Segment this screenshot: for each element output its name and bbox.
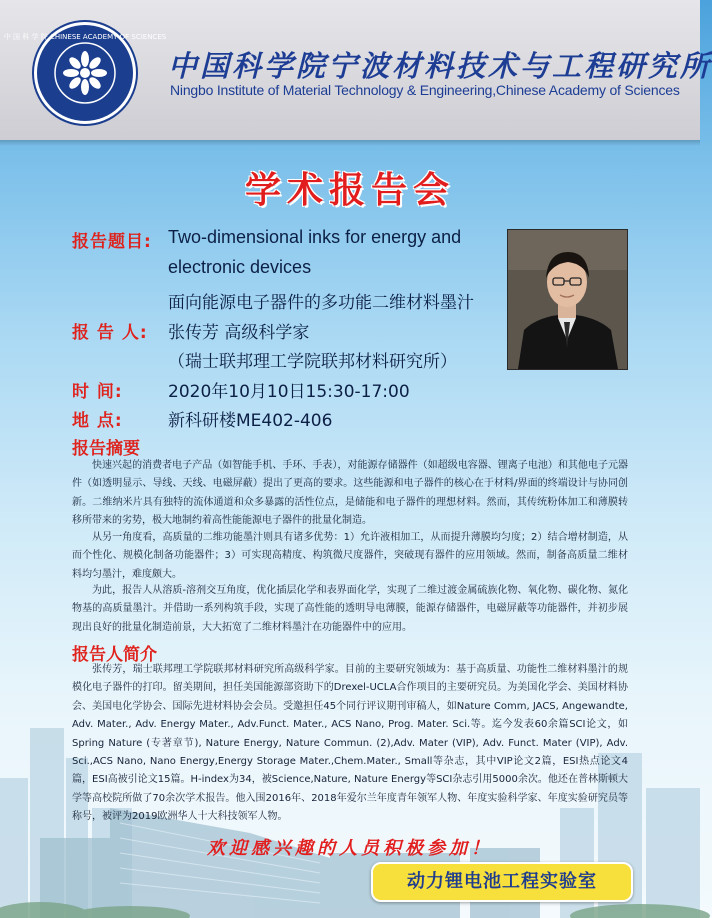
speaker-label: 报 告 人:	[72, 323, 148, 343]
time-value: 2020年10月10日15:30-17:00	[168, 382, 410, 402]
page-title: 学术报告会	[244, 169, 455, 211]
topic-en-line2: electronic devices	[168, 257, 312, 277]
speaker-photo	[507, 229, 628, 370]
header-banner	[0, 0, 712, 140]
place-value: 新科研楼ME402-406	[168, 411, 333, 431]
cas-emblem-icon	[3, 25, 167, 121]
cas-logo	[3, 22, 167, 124]
institute-name-en: Ningbo Institute of Material Technology & Engineering,Chinese Academy of Sciences	[170, 82, 680, 98]
place-label: 地 点:	[72, 411, 123, 431]
abstract-paragraph-2: 从另一角度看，高质量的二维功能墨汁则具有诸多优势：1）允许液相加工，从而提升薄膜均匀度；2）结合增材制造，从而个性化、规模化制备功能器件；3）可实现高精度、构筑微尺度器件，突破现有器件的应用领域。然而，制备高质量二维材料均匀墨汁，难度颇大。	[72, 532, 628, 580]
bio-paragraph: 张传芳，瑞士联邦理工学院联邦材料研究所高级科学家。目前的主要研究领域为：基于高质量、功能性二维材料墨汁的规模化电子器件的打印。留美期间，担任美国能源部资助下的Drexel-UCLA合作项目的主要研究员。为美国化学会、美国材料协会、美国电化学协会、国际先进材料协会会员。受邀担任45个同行评议期刊审稿人，如Nature Comm, JACS, Angewandte, Adv. Mater., Adv. Energy Mater., Adv.Funct. Mater., ACS Nano, Prog. Mater. Sci.等。迄今发表60余篇SCI论文，如Spring Nature (专著章节), Nature Energy, Nature Commun. (2),Adv. Mater (VIP), Adv. Funct. Mater (VIP), Adv. Sci.,ACS Nano, Nano Energy,Energy Storage Mater.,Chem.Mater., Small等杂志，其中VIP论文2篇，ESI热点论文4篇，ESI高被引论文15篇。H-index为34，被Science,Nature, Nature Energy等SCI杂志引用5000余次。他还在普林斯顿大学等高校院所做了70余次学术报告。他入围2016年、2018年爱尔兰年度青年领军人物、年度实验科学家、年度实验研究员等称号，被评为2019欧洲华人十大科技领军人物。	[72, 664, 628, 823]
header-shadow	[0, 140, 700, 146]
welcome-message: 欢迎感兴趣的人员积极参加！	[207, 838, 493, 859]
topic-en-line1: Two-dimensional inks for energy and	[168, 227, 462, 247]
topic-cn: 面向能源电子器件的多功能二维材料墨汁	[168, 293, 474, 313]
logo-text: 中 国 科 学 院 CHINESE ACADEMY OF SCIENCES	[3, 33, 167, 41]
abstract-paragraph-3: 为此，报告人从溶质-溶剂交互角度，优化插层化学和表界面化学，实现了二维过渡金属硫族化物、氧化物、碳化物、氮化物基的高质量墨汁。并借助一系列构筑手段，实现了高性能的透明导电薄膜，能源存储器件，电磁屏蔽等功能器件，并初步展现出良好的批量化制造前景，大大拓宽了二维材料墨汁在功能器件中的应用。	[72, 585, 628, 633]
speaker-name: 张传芳 高级科学家	[168, 323, 310, 343]
speaker-portrait-image	[508, 230, 627, 369]
bio-heading: 报告人简介	[72, 645, 157, 665]
lab-name-badge: 动力锂电池工程实验室	[371, 862, 633, 902]
topic-label: 报告题目:	[72, 232, 152, 252]
abstract-paragraph-1: 快速兴起的消费者电子产品（如智能手机、手环、手表），对能源存储器件（如超级电容器、锂离子电池）和其他电子元器件（如透明显示、导线、天线、电磁屏蔽）提出了更高的要求。这些能源和电子器件的核心在于材料/界面的终端设计与协同创新。二维纳米片具有独特的流体通道和众多暴露的活性位点，是储能和电子器件的理想材料。然而，其传统粉体加工和薄膜转移所带来的劣势，极大地制约着高性能能源电子器件的批量化制造。	[72, 460, 628, 527]
institute-name-cn: 中国科学院宁波材料技术与工程研究所	[168, 49, 712, 83]
time-label: 时 间:	[72, 382, 123, 402]
abstract-heading: 报告摘要	[72, 439, 140, 459]
speaker-affiliation: （瑞士联邦理工学院联邦材料研究所）	[168, 352, 457, 372]
